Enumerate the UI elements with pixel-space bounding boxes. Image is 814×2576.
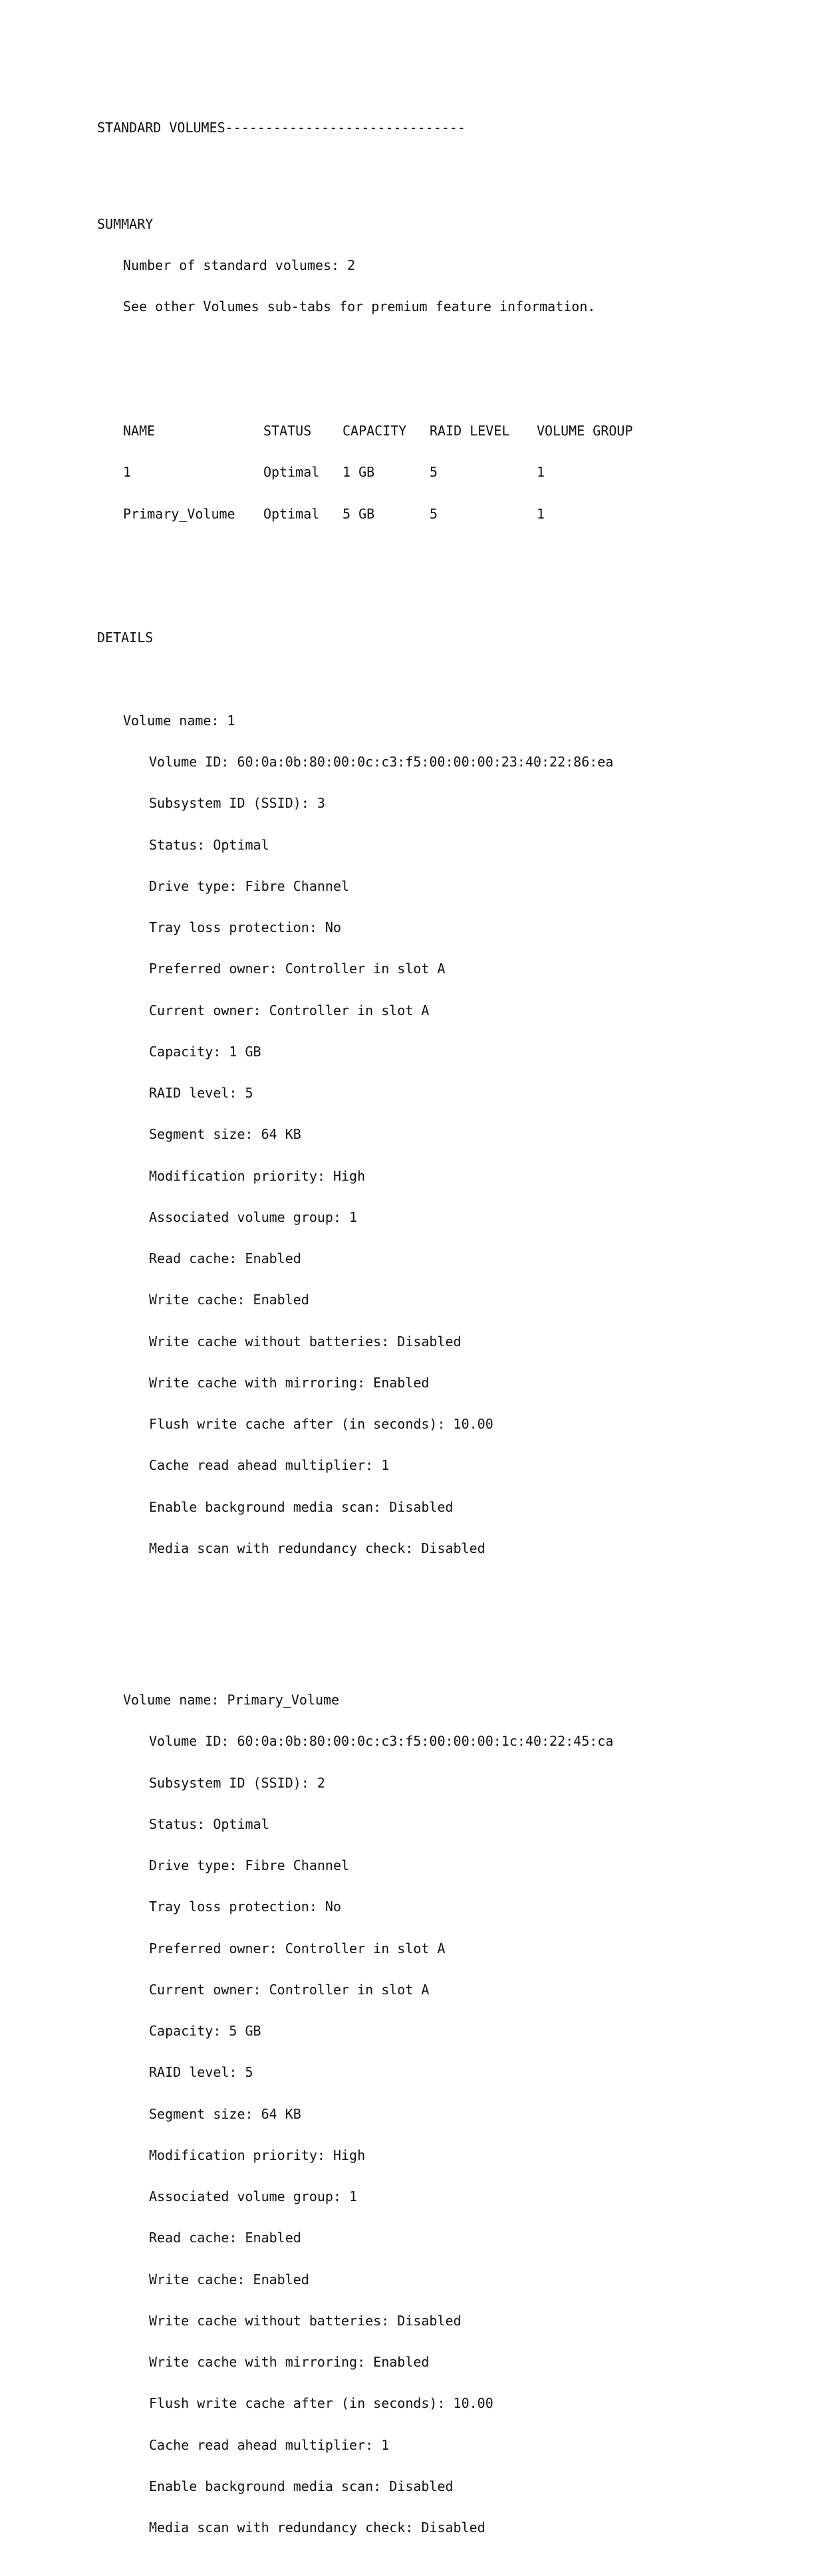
cell-volume-group: 1 [537, 505, 545, 522]
details-title: DETAILS [97, 630, 154, 646]
segment-size: Segment size: 64 KB [149, 2105, 301, 2122]
status: Status: Optimal [149, 1815, 269, 1832]
volume-details-2 [97, 1666, 650, 2563]
volume-details-1 [97, 686, 650, 1583]
cache-read-ahead: Cache read ahead multiplier: 1 [149, 2436, 390, 2453]
cell-volume-group: 1 [537, 464, 545, 481]
media-scan-redundancy: Media scan with redundancy check: Disabled [149, 1540, 485, 1556]
cell-status: Optimal [263, 505, 320, 522]
section-heading: STANDARD VOLUMES------------------------------ [97, 119, 466, 136]
volume-id: Volume ID: 60:0a:0b:80:00:0c:c3:f5:00:00:00:23:40:22:86:ea [149, 754, 614, 770]
capacity: Capacity: 5 GB [149, 2023, 261, 2039]
subsystem-id: Subsystem ID (SSID): 3 [149, 795, 325, 812]
write-cache-without-batteries: Write cache without batteries: Disabled [149, 2312, 462, 2329]
cell-capacity: 1 GB [342, 464, 375, 481]
tray-loss-protection: Tray loss protection: No [149, 919, 341, 935]
header-capacity: CAPACITY [342, 423, 407, 439]
cell-raid-level: 5 [430, 505, 438, 522]
read-cache: Read cache: Enabled [149, 1250, 301, 1266]
raid-level: RAID level: 5 [149, 1085, 253, 1101]
segment-size: Segment size: 64 KB [149, 1126, 301, 1143]
media-scan-redundancy: Media scan with redundancy check: Disabled [149, 2519, 485, 2535]
current-owner: Current owner: Controller in slot A [149, 1002, 430, 1018]
summary-table [97, 397, 650, 548]
cell-name: 1 [123, 464, 132, 481]
modification-priority: Modification priority: High [149, 1167, 366, 1184]
flush-write-cache: Flush write cache after (in seconds): 10.00 [149, 2395, 493, 2412]
raid-level: RAID level: 5 [149, 2064, 253, 2081]
volume-name: Volume name: 1 [123, 712, 235, 729]
current-owner: Current owner: Controller in slot A [149, 1981, 430, 1998]
write-cache-with-mirroring: Write cache with mirroring: Enabled [149, 1374, 430, 1391]
cell-raid-level: 5 [430, 464, 438, 481]
modification-priority: Modification priority: High [149, 2147, 366, 2163]
header-status: STATUS [263, 423, 312, 439]
cell-capacity: 5 GB [342, 505, 375, 522]
cell-status: Optimal [263, 464, 320, 481]
tray-loss-protection: Tray loss protection: No [149, 1899, 341, 1915]
preferred-owner: Preferred owner: Controller in slot A [149, 961, 446, 977]
header-volume-group: VOLUME GROUP [537, 423, 633, 439]
premium-note: See other Volumes sub-tabs for premium feature information. [123, 298, 596, 315]
table-header-row [97, 424, 650, 438]
volume-name: Volume name: Primary_Volume [123, 1692, 340, 1708]
background-media-scan: Enable background media scan: Disabled [149, 2478, 454, 2494]
drive-type: Drive type: Fibre Channel [149, 878, 350, 894]
write-cache-without-batteries: Write cache without batteries: Disabled [149, 1333, 462, 1349]
cell-name: Primary_Volume [123, 505, 235, 522]
flush-write-cache: Flush write cache after (in seconds): 10.00 [149, 1416, 493, 1432]
write-cache: Write cache: Enabled [149, 2271, 309, 2287]
preferred-owner: Preferred owner: Controller in slot A [149, 1940, 446, 1956]
read-cache: Read cache: Enabled [149, 2230, 301, 2246]
document-page [97, 93, 650, 2576]
status: Status: Optimal [149, 836, 269, 853]
background-media-scan: Enable background media scan: Disabled [149, 1498, 454, 1515]
drive-type: Drive type: Fibre Channel [149, 1857, 350, 1873]
associated-volume-group: Associated volume group: 1 [149, 2188, 358, 2204]
volume-id: Volume ID: 60:0a:0b:80:00:0c:c3:f5:00:00:00:1c:40:22:45:ca [149, 1733, 614, 1750]
volume-count: Number of standard volumes: 2 [123, 257, 356, 273]
summary-title: SUMMARY [97, 215, 154, 232]
table-row [97, 465, 650, 479]
write-cache: Write cache: Enabled [149, 1292, 309, 1308]
header-raid-level: RAID LEVEL [430, 423, 510, 439]
capacity: Capacity: 1 GB [149, 1043, 261, 1060]
subsystem-id: Subsystem ID (SSID): 2 [149, 1774, 325, 1791]
cache-read-ahead: Cache read ahead multiplier: 1 [149, 1457, 390, 1474]
write-cache-with-mirroring: Write cache with mirroring: Enabled [149, 2354, 430, 2370]
associated-volume-group: Associated volume group: 1 [149, 1209, 358, 1225]
table-row [97, 507, 650, 521]
header-name: NAME [123, 423, 156, 439]
